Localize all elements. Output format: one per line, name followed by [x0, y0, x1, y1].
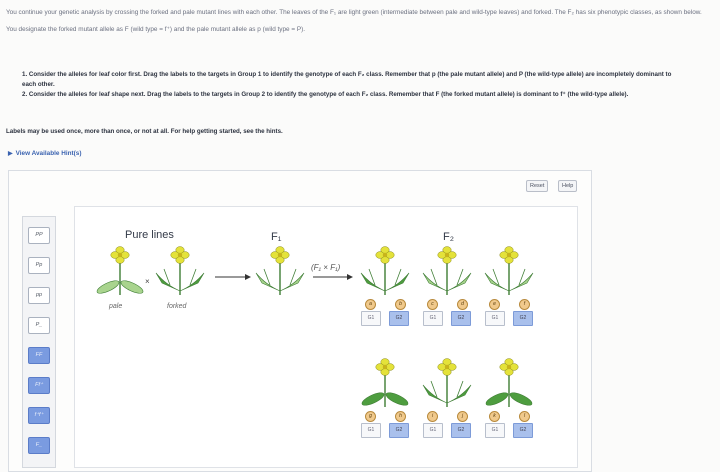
f2-class-2-marker-b: d — [457, 299, 468, 310]
intro-text — [6, 8, 714, 42]
label-P_[interactable]: P_ — [28, 317, 50, 334]
f2-class-6-marker-a: k — [489, 411, 500, 422]
f2-class-4-marker-a: g — [365, 411, 376, 422]
f2-class-5-target-g2[interactable]: G2 — [451, 423, 471, 438]
f1-cross-label: (F₁ × F₁) — [311, 263, 341, 272]
pale-caption: pale — [109, 303, 123, 310]
view-hints-link[interactable] — [8, 150, 81, 157]
f2-class-1-marker-b: b — [395, 299, 406, 310]
f2-class-3-target-g2[interactable]: G2 — [513, 311, 533, 326]
f2-class-3-target-g1[interactable]: G1 — [485, 311, 505, 326]
pure-lines-title: Pure lines — [125, 229, 174, 241]
f2-title: F₂ — [443, 231, 454, 243]
intro-paragraph-1: You continue your genetic analysis by crossing the forked and pale mutant lines with each other. The leaves of the F₁ are light green (intermediate between pale and wild-type leaves) and forked. The F₂ has six phenotypic classes, as shown below. — [6, 9, 702, 16]
f2-class-6-marker-b: l — [519, 411, 530, 422]
instructions — [22, 70, 672, 101]
f2-class-2-plant — [423, 247, 471, 295]
label-pp[interactable]: pp — [28, 287, 50, 304]
expand-triangle-icon: ▶ — [8, 151, 13, 157]
instruction-1: 1. Consider the alleles for leaf color first. Drag the labels to the targets in Group 1 to identify the genotype of each F₂ class. Remember that p (the pale mutant allele) and P (the wild-type allele) are incompletely dominant to each other. — [22, 71, 672, 88]
f2-class-3-marker-b: f — [519, 299, 530, 310]
f2-class-5-target-g1[interactable]: G1 — [423, 423, 443, 438]
f2-class-4-target-g1[interactable]: G1 — [361, 423, 381, 438]
f2-class-5-plant — [423, 359, 471, 407]
cross-symbol: × — [145, 277, 150, 286]
label-FF[interactable]: FF — [28, 347, 50, 364]
f2-class-2-marker-a: c — [427, 299, 438, 310]
reset-button[interactable]: Reset — [526, 180, 548, 192]
forked-caption: forked — [167, 303, 187, 310]
f2-class-5-marker-a: i — [427, 411, 438, 422]
f2-class-6-plant — [484, 359, 533, 408]
hints-link-text: View Available Hint(s) — [15, 150, 82, 157]
f2-class-4-marker-b: h — [395, 411, 406, 422]
f1-plant — [256, 247, 304, 295]
label-ff[interactable]: f⁺f⁺ — [28, 407, 50, 424]
f2-class-1-plant — [361, 247, 409, 295]
f2-class-5-marker-b: j — [457, 411, 468, 422]
f2-class-3-marker-a: e — [489, 299, 500, 310]
f1-title: F₁ — [271, 231, 282, 243]
f2-class-1-marker-a: a — [365, 299, 376, 310]
pale-parent-plant — [95, 247, 144, 296]
f2-class-6-target-g2[interactable]: G2 — [513, 423, 533, 438]
f2-class-2-target-g2[interactable]: G2 — [451, 311, 471, 326]
f2-class-1-target-g2[interactable]: G2 — [389, 311, 409, 326]
arrow-to-f1-head — [245, 274, 251, 280]
instruction-2: 2. Consider the alleles for leaf shape next. Drag the labels to the targets in Group 2 to identify the genotype of each F₂ class. Remember that F (the forked mutant allele) is dominant to f⁺ (the wild-type allele). — [22, 91, 629, 98]
label-Ff[interactable]: Ff⁺ — [28, 377, 50, 394]
label-Pp[interactable]: Pp — [28, 257, 50, 274]
f2-class-4-target-g2[interactable]: G2 — [389, 423, 409, 438]
labels-note: Labels may be used once, more than once, or not at all. For help getting started, see the hints. — [6, 128, 283, 135]
f2-class-2-target-g1[interactable]: G1 — [423, 311, 443, 326]
forked-parent-plant — [156, 247, 204, 295]
f2-class-6-target-g1[interactable]: G1 — [485, 423, 505, 438]
genetics-diagram — [74, 206, 578, 468]
f2-class-1-target-g1[interactable]: G1 — [361, 311, 381, 326]
label-PP[interactable]: PP — [28, 227, 50, 244]
intro-paragraph-2: You designate the forked mutant allele as F (wild type = f⁺) and the pale mutant allele as p (wild type = P). — [6, 26, 306, 33]
label-palette — [22, 216, 56, 468]
f2-class-4-plant — [360, 359, 409, 408]
help-button[interactable]: Help — [558, 180, 577, 192]
label-F_[interactable]: F_ — [28, 437, 50, 454]
arrow-to-f2-head — [347, 274, 353, 280]
f2-class-3-plant — [485, 247, 533, 295]
